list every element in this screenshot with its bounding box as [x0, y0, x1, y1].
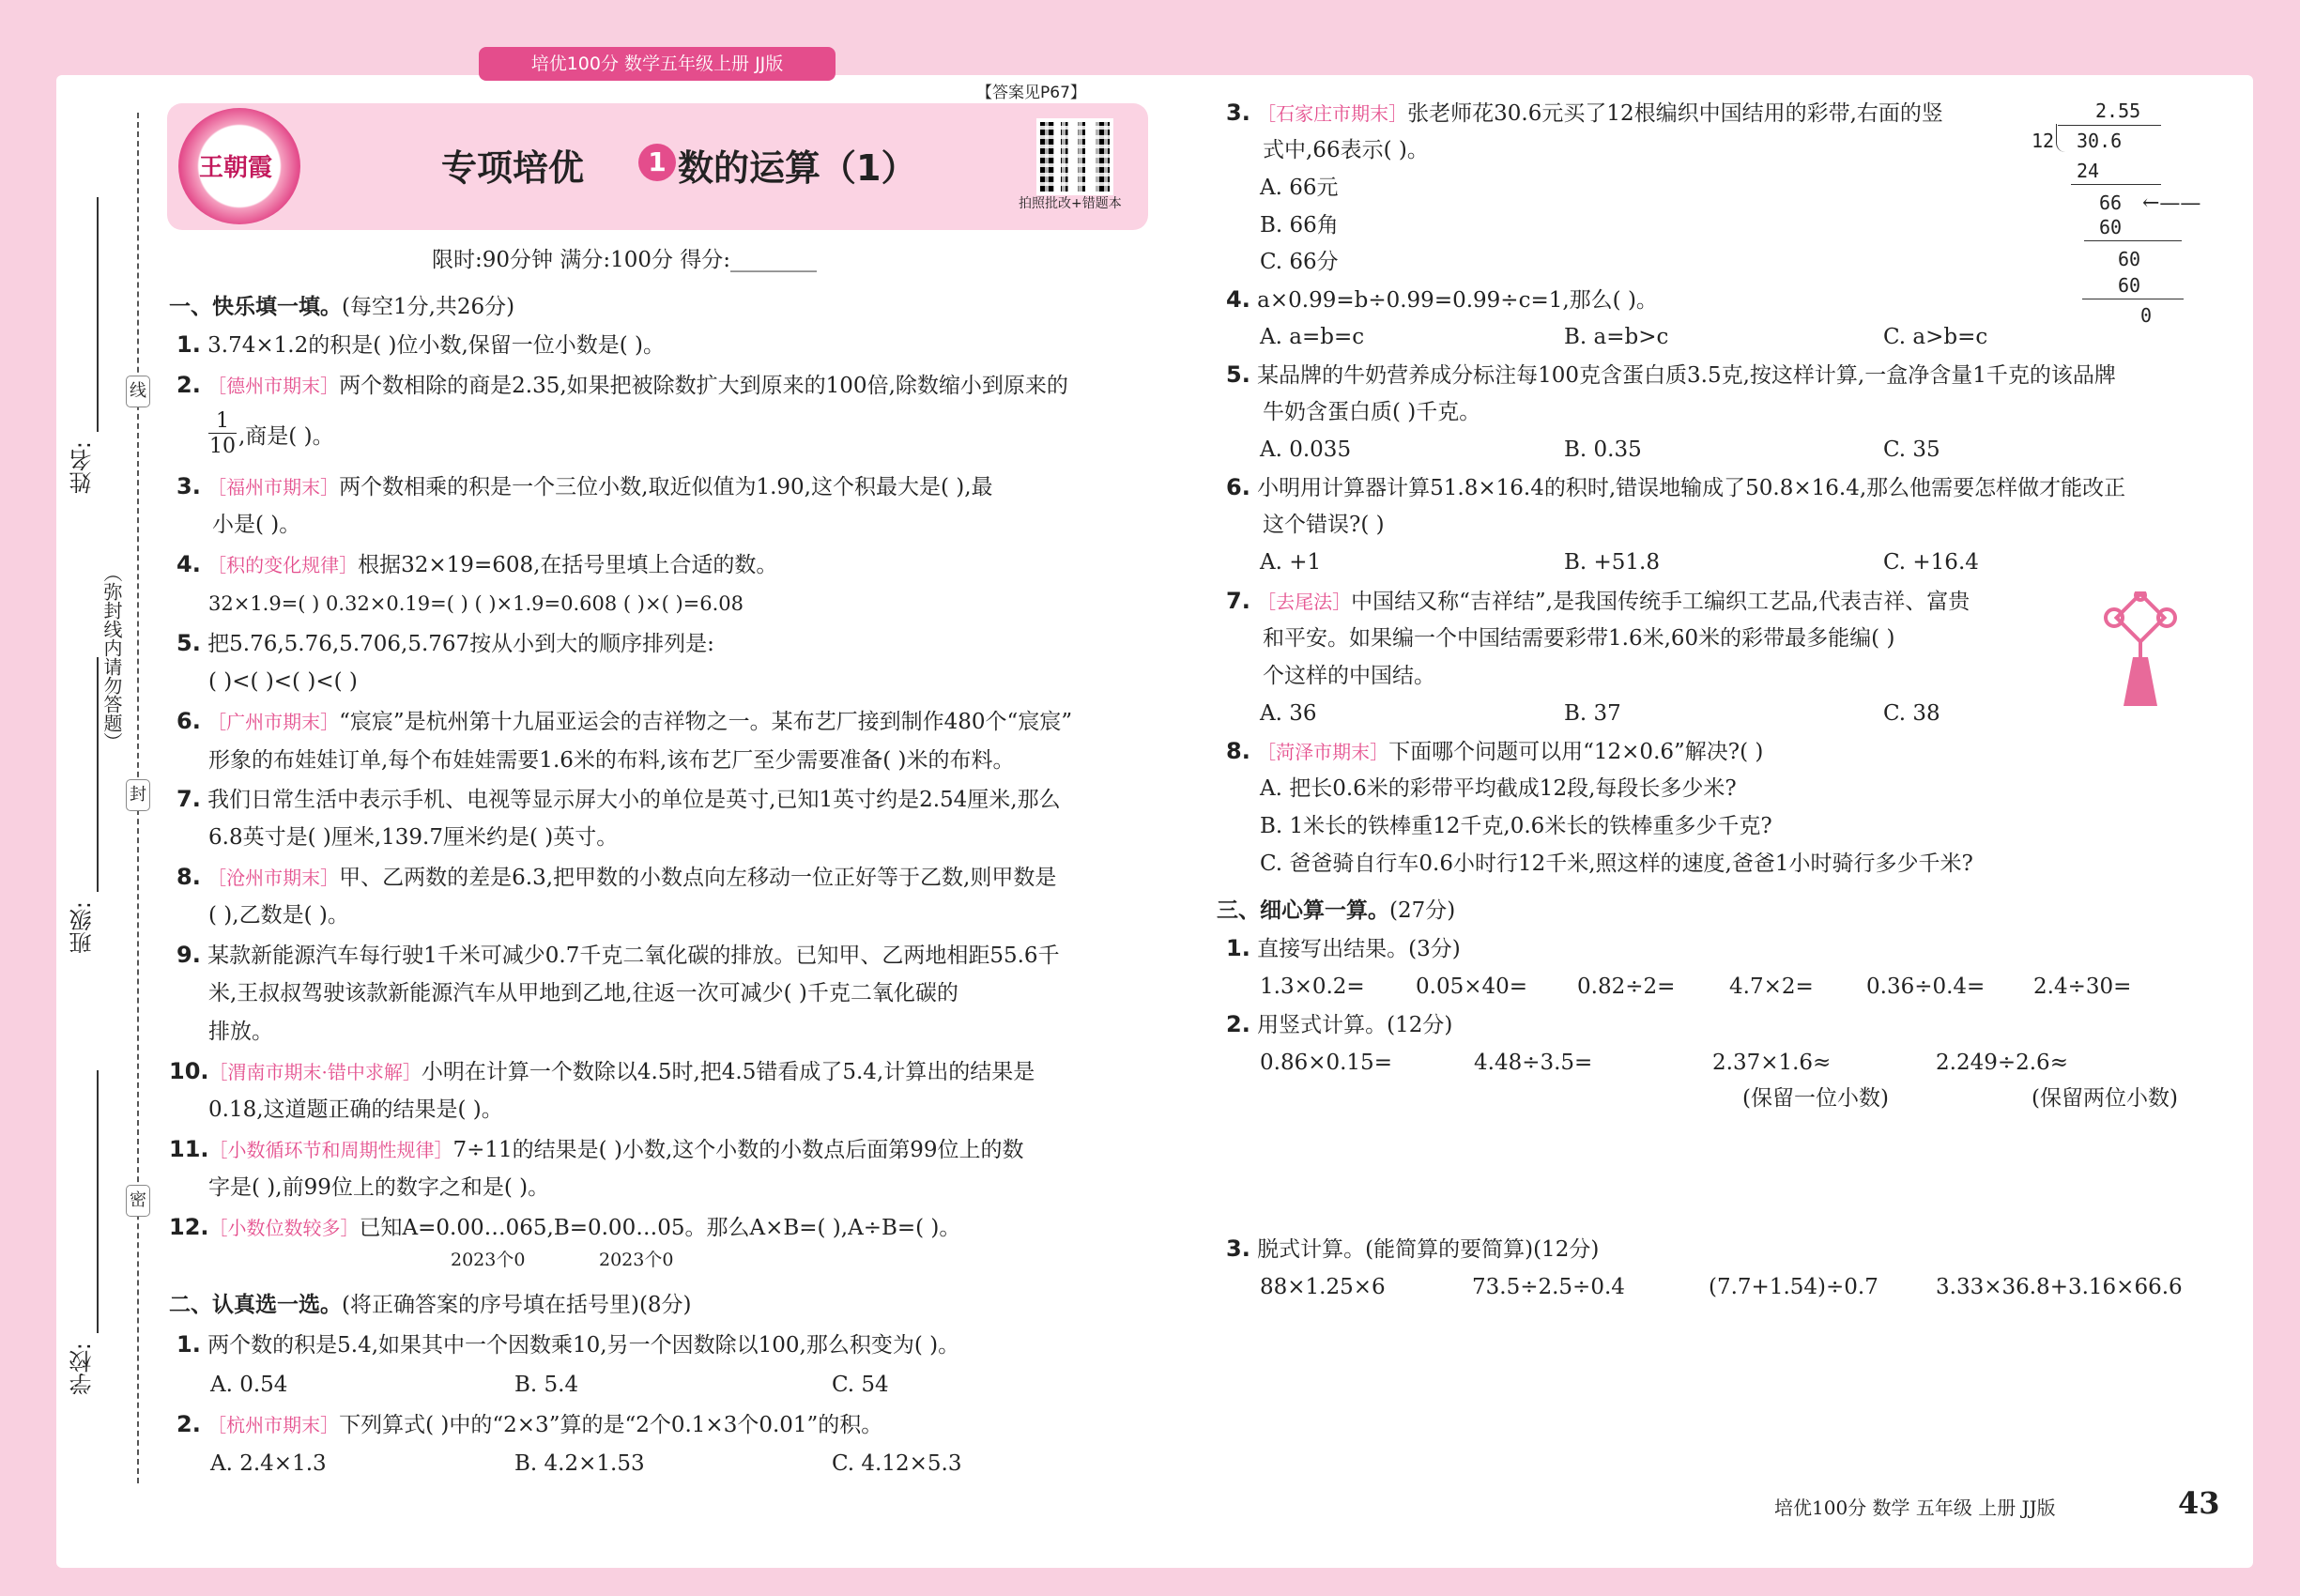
source-tag: ［小数循环节和周期性规律］ [208, 1139, 453, 1161]
source-tag: ［杭州市期末］ [207, 1414, 340, 1436]
option-c[interactable]: C. a>b=c [1883, 325, 1988, 349]
time-score-info: 限时:90分钟 满分:100分 得分:________ [432, 248, 818, 272]
question-1-2 [176, 371, 1068, 400]
q-number: 10. [169, 1058, 209, 1084]
stepwise-calc-item: 88×1.25×6 [1260, 1275, 1386, 1299]
name-label: 姓名: [69, 441, 96, 495]
qr-pattern [1040, 122, 1110, 192]
question-2-5 [1226, 361, 2116, 390]
source-tag: ［菏泽市期末］ [1257, 741, 1389, 763]
q-text: 根据32×19=608,在括号里填上合适的数。 [358, 553, 778, 577]
stepwise-calc-item: 3.33×36.8+3.16×66.6 [1936, 1275, 2183, 1299]
division-dividend: 30.6 [2077, 130, 2123, 152]
division-quotient: 2.55 [2095, 100, 2141, 122]
class-line[interactable] [97, 657, 99, 892]
option-a[interactable]: A. 36 [1260, 701, 1317, 726]
source-tag: ［石家庄市期末］ [1257, 102, 1408, 125]
question-1-11-cont: 字是( ),前99位上的数字之和是( )。 [208, 1175, 550, 1200]
source-tag: ［渭南市期末·错中求解］ [208, 1061, 422, 1083]
option-a[interactable]: A. 0.54 [210, 1373, 288, 1397]
option-a[interactable]: A. +1 [1260, 550, 1322, 575]
source-tag: ［积的变化规律］ [207, 554, 359, 576]
section-2-heading [169, 1291, 692, 1319]
division-step: 60 [2118, 274, 2141, 297]
question-1-4 [176, 550, 777, 579]
question-2-3-cont: 式中,66表示( )。 [1263, 138, 1429, 162]
division-step: 60 [2099, 216, 2123, 238]
question-2-8 [1226, 737, 1763, 766]
seal-char-box: 线 [126, 376, 150, 407]
q-number: 2. [1226, 1011, 1250, 1037]
q-number: 6. [1226, 474, 1250, 500]
question-1-11 [169, 1135, 1024, 1164]
option-c[interactable]: C. 66分 [1260, 250, 1339, 274]
stepwise-calc-item: 73.5÷2.5÷0.4 [1472, 1275, 1625, 1299]
division-step-66: 66 [2099, 192, 2123, 214]
section-3-heading [1217, 897, 1455, 925]
question-2-1 [176, 1330, 959, 1359]
stepwise-calc-item: (7.7+1.54)÷0.7 [1709, 1275, 1878, 1299]
q-number: 7. [1226, 588, 1250, 614]
question-3-3 [1226, 1235, 1599, 1264]
question-1-5-cont: ( )<( )<( )<( ) [208, 669, 358, 694]
section-note: (27分) [1389, 898, 1456, 923]
q-number: 5. [176, 630, 201, 656]
q-text: 直接写出结果。(3分) [1257, 937, 1461, 961]
question-1-12 [169, 1213, 960, 1242]
source-tag: ［小数位数较多］ [208, 1217, 360, 1239]
oral-calc-item: 0.36÷0.4= [1866, 974, 1986, 999]
question-1-3-cont: 小是( )。 [212, 513, 301, 537]
option-b[interactable]: B. +51.8 [1564, 550, 1661, 575]
division-bracket [2056, 124, 2065, 152]
question-1-2-cont: ,商是( )。 [238, 424, 334, 449]
question-2-7-cont2: 个这样的中国结。 [1263, 664, 1435, 688]
q-number: 3. [1226, 100, 1250, 126]
answer-reference: 【答案见P67】 [976, 84, 1086, 102]
q-number: 7. [176, 786, 201, 812]
option-b[interactable]: B. a=b>c [1564, 325, 1669, 349]
q-number: 2. [176, 372, 201, 398]
oral-calc-item: 0.82÷2= [1577, 974, 1676, 999]
logo-text: 王朝霞 [199, 154, 273, 182]
option-c[interactable]: C. 38 [1883, 701, 1940, 726]
option-a[interactable]: A. 66元 [1260, 176, 1339, 200]
option-a[interactable]: A. 把长0.6米的彩带平均截成12段,每段长多少米? [1260, 776, 1737, 801]
vertical-calc-item: 0.86×0.15= [1260, 1051, 1392, 1075]
division-step: 60 [2118, 248, 2141, 270]
question-1-10-cont: 0.18,这道题正确的结果是( )。 [208, 1097, 503, 1122]
q-text: 下列算式( )中的“2×3”算的是“2个0.1×3个0.01”的积。 [339, 1413, 883, 1437]
fraction [208, 409, 237, 460]
book-title-tab: 培优100分 数学五年级上册 JJ版 [479, 47, 836, 81]
q-number: 1. [1226, 935, 1250, 961]
source-tag: ［沧州市期末］ [207, 867, 340, 889]
option-a[interactable]: A. 2.4×1.3 [210, 1451, 327, 1476]
q-number: 4. [176, 551, 201, 577]
option-a[interactable]: A. a=b=c [1260, 325, 1365, 349]
question-3-1 [1226, 934, 1461, 963]
q-text: 甲、乙两数的差是6.3,把甲数的小数点向左移动一位正好等于乙数,则甲数是 [339, 866, 1057, 890]
q-text: 两个数的积是5.4,如果其中一个因数乘10,另一个因数除以100,那么积变为( )。 [207, 1333, 960, 1358]
qr-label: 拍照批改+错题本 [1019, 196, 1122, 211]
vertical-calc-item: 2.37×1.6≈ [1712, 1051, 1832, 1075]
division-divisor: 12 [2032, 130, 2055, 152]
question-1-9 [176, 941, 1060, 970]
name-line[interactable] [97, 197, 99, 432]
question-1-9-cont: 米,王叔叔驾驶该款新能源汽车从甲地到乙地,往返一次可减少( )千克二氧化碳的 [208, 981, 958, 1005]
q-number: 2. [176, 1411, 201, 1437]
q-text: 7÷11的结果是( )小数,这个小数的小数点后面第99位上的数 [452, 1138, 1024, 1162]
option-b[interactable]: B. 0.35 [1564, 437, 1642, 462]
chinese-knot-icon [2095, 591, 2189, 714]
title-number-badge: 1 [638, 144, 676, 181]
question-2-4 [1226, 285, 1658, 315]
section-note: (将正确答案的序号填在括号里)(8分) [342, 1293, 692, 1317]
section-1-heading [169, 293, 514, 321]
question-1-7 [176, 785, 1061, 814]
q-text: 两个数相乘的积是一个三位小数,取近似值为1.90,这个积最大是( ),最 [339, 475, 993, 499]
q-text: 某款新能源汽车每行驶1千米可减少0.7千克二氧化碳的排放。已知甲、乙两地相距55.6千 [207, 944, 1060, 968]
page-title: 专项培优 [441, 147, 585, 189]
fraction-denominator: 10 [209, 435, 236, 458]
option-c[interactable]: C. 4.12×5.3 [832, 1451, 962, 1476]
option-a[interactable]: A. 0.035 [1260, 437, 1352, 462]
question-1-4-cont: 32×1.9=( ) 0.32×0.19=( ) ( )×1.9=0.608 ( )×( )=6.08 [208, 592, 744, 615]
option-c[interactable]: C. 爸爸骑自行车0.6小时行12千米,照这样的速度,爸爸1小时骑行多少千米? [1260, 852, 1973, 876]
rounding-note: (保留两位小数) [2032, 1086, 2178, 1111]
q-text: 小明在计算一个数除以4.5时,把4.5错看成了5.4,计算出的结果是 [421, 1060, 1035, 1084]
page-footer: 培优100分 数学 五年级 上册 JJ版 [1774, 1496, 2056, 1519]
q-text: 用竖式计算。(12分) [1257, 1013, 1453, 1037]
q-number: 9. [176, 942, 201, 968]
brace-label-1: 2023个0 [451, 1250, 526, 1270]
question-2-5-cont: 牛奶含蛋白质( )千克。 [1263, 400, 1481, 424]
oral-calc-item: 0.05×40= [1416, 974, 1528, 999]
question-2-7 [1226, 587, 1970, 616]
q-text: 3.74×1.2的积是( )位小数,保留一位小数是( )。 [207, 333, 666, 358]
oral-calc-item: 1.3×0.2= [1260, 974, 1365, 999]
q-text: a×0.99=b÷0.99=0.99÷c=1,那么( )。 [1257, 288, 1658, 313]
question-2-3 [1226, 99, 1943, 128]
question-1-6 [176, 707, 1072, 736]
q-number: 4. [1226, 286, 1250, 313]
source-tag: ［去尾法］ [1257, 591, 1352, 613]
question-2-6 [1226, 473, 2125, 502]
arrow-left-icon: ←—— [2142, 192, 2201, 215]
question-1-8 [176, 863, 1056, 892]
school-line[interactable] [97, 1070, 99, 1333]
seal-char-box: 密 [126, 1185, 150, 1217]
school-label: 学校: [69, 1343, 96, 1396]
section-title: 二、认真选一选。 [169, 1293, 342, 1317]
oral-calc-item: 4.7×2= [1729, 974, 1814, 999]
seal-char-box: 封 [126, 779, 150, 811]
q-text: 张老师花30.6元买了12根编织中国结用的彩带,右面的竖 [1407, 101, 1943, 126]
question-1-6-cont: 形象的布娃娃订单,每个布娃娃需要1.6米的布料,该布艺厂至少需要准备( )米的布料。 [208, 748, 1015, 773]
option-b[interactable]: B. 5.4 [514, 1373, 579, 1397]
q-text: 我们日常生活中表示手机、电视等显示屏大小的单位是英寸,已知1英寸约是2.54厘米,那么 [207, 788, 1061, 812]
option-c[interactable]: C. 54 [832, 1373, 889, 1397]
q-number: 3. [1226, 1235, 1250, 1262]
option-c[interactable]: C. 35 [1883, 437, 1940, 462]
source-tag: ［福州市期末］ [207, 476, 340, 499]
division-remainder: 0 [2140, 304, 2153, 327]
option-b[interactable]: B. 1米长的铁棒重12千克,0.6米长的铁棒重多少千克? [1260, 814, 1772, 838]
brace-label-2: 2023个0 [599, 1250, 674, 1270]
question-1-1 [176, 330, 665, 360]
q-number: 1. [176, 1331, 201, 1358]
question-3-2 [1226, 1010, 1452, 1039]
q-text: 两个数相除的商是2.35,如果把被除数扩大到原来的100倍,除数缩小到原来的 [339, 374, 1068, 398]
question-1-8-cont: ( ),乙数是( )。 [208, 903, 349, 928]
q-text: 中国结又称“吉祥结”,是我国传统手工编织工艺品,代表吉祥、富贵 [1351, 590, 1970, 614]
q-number: 11. [169, 1136, 209, 1162]
source-tag: ［德州市期末］ [207, 375, 340, 397]
section-note: (每空1分,共26分) [342, 295, 515, 319]
q-text: 小明用计算器计算51.8×16.4的积时,错误地输成了50.8×16.4,那么他需要怎样做才能改正 [1257, 476, 2126, 500]
q-text: 已知A=0.00…065,B=0.00…05。那么A×B=( ),A÷B=( )。 [359, 1216, 961, 1240]
q-text: 下面哪个问题可以用“12×0.6”解决?( ) [1388, 740, 1764, 764]
q-text: 某品牌的牛奶营养成分标注每100克含蛋白质3.5克,按这样计算,一盒净含量1千克的该品牌 [1257, 363, 2116, 388]
q-number: 1. [176, 331, 201, 358]
source-tag: ［广州市期末］ [207, 711, 340, 733]
q-number: 6. [176, 708, 201, 734]
question-1-9-cont2: 排放。 [208, 1020, 273, 1044]
vertical-calc-item: 4.48÷3.5= [1474, 1051, 1593, 1075]
fraction-numerator: 1 [216, 409, 229, 433]
page-number: 43 [2178, 1485, 2220, 1521]
option-b[interactable]: B. 4.2×1.53 [514, 1451, 645, 1476]
q-text: 把5.76,5.76,5.706,5.767按从小到大的顺序排列是: [207, 632, 714, 656]
division-step: 24 [2077, 160, 2100, 182]
q-number: 8. [1226, 738, 1250, 764]
question-2-7-cont: 和平安。如果编一个中国结需要彩带1.6米,60米的彩带最多能编( ) [1263, 626, 1895, 651]
option-c[interactable]: C. +16.4 [1883, 550, 1979, 575]
question-1-7-cont: 6.8英寸是( )厘米,139.7厘米约是( )英寸。 [208, 825, 619, 850]
option-b[interactable]: B. 66角 [1260, 213, 1339, 238]
class-label: 班级: [69, 901, 96, 955]
question-1-5 [176, 629, 714, 658]
q-text: “宸宸”是杭州第十九届亚运会的吉祥物之一。某布艺厂接到制作480个“宸宸” [339, 710, 1073, 734]
question-1-10 [169, 1057, 1035, 1086]
q-number: 12. [169, 1214, 209, 1240]
vertical-calc-item: 2.249÷2.6≈ [1936, 1051, 2068, 1075]
option-b[interactable]: B. 37 [1564, 701, 1621, 726]
question-1-3 [176, 472, 993, 501]
question-2-2 [176, 1410, 882, 1439]
q-number: 3. [176, 473, 201, 499]
section-title: 一、快乐填一填。 [169, 295, 342, 319]
section-title: 三、细心算一算。 [1217, 898, 1389, 923]
q-number: 8. [176, 864, 201, 890]
seal-note: （弥封线内请勿答题） [100, 563, 123, 751]
q-number: 5. [1226, 361, 1250, 388]
question-2-6-cont: 这个错误?( ) [1263, 513, 1385, 537]
q-text: 脱式计算。(能简算的要简算)(12分) [1257, 1237, 1600, 1262]
page-subtitle: 数的运算（1） [678, 147, 917, 189]
oral-calc-item: 2.4÷30= [2033, 974, 2132, 999]
rounding-note: (保留一位小数) [1742, 1086, 1889, 1111]
